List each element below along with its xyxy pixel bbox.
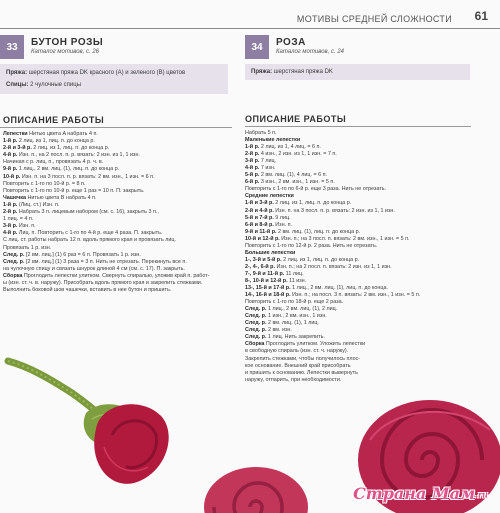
instruction-text: Изн. п.; на 3 посл. п. вязать: 2 вм. изн., 1 изн. = 5 п. bbox=[279, 235, 410, 242]
instruction-line bbox=[245, 250, 471, 257]
instruction-text: Изн. п. на 3 посл. п. р. вязать: 2 вм. изн., 1 изн. = 6 п. bbox=[20, 173, 155, 180]
instruction-text: 7 лиц. bbox=[259, 158, 277, 165]
instruction-label: 5-й и 7-й р. bbox=[245, 214, 274, 221]
instruction-label: 3-й р. bbox=[3, 223, 18, 230]
yarn-label: Пряжа: bbox=[6, 70, 28, 76]
instruction-text: 1 лиц., 2 вм. лиц. (1), лиц. п. до конца. bbox=[290, 285, 388, 292]
instruction-line bbox=[245, 370, 471, 377]
instruction-line bbox=[3, 131, 231, 138]
instruction-line bbox=[3, 259, 231, 266]
instruction-text: 4 изн., 2 изн. из 1, 1 изн. = 7 п. bbox=[259, 151, 337, 158]
instruction-line bbox=[245, 299, 471, 306]
instruction-label: 10-й р. bbox=[3, 173, 21, 180]
small-rose-photo bbox=[198, 462, 313, 513]
instruction-line bbox=[245, 271, 471, 278]
instruction-label: Большие лепестки bbox=[245, 249, 296, 256]
instruction-line bbox=[245, 356, 471, 363]
instruction-line bbox=[245, 179, 471, 186]
materials-box bbox=[245, 64, 470, 80]
instruction-line bbox=[245, 278, 471, 285]
instruction-line bbox=[3, 209, 231, 216]
instruction-label: 2-й р. bbox=[245, 151, 260, 158]
instruction-text: кое основание. Внешний край присобрать bbox=[245, 362, 351, 369]
instruction-line bbox=[245, 208, 471, 215]
instruction-text: 2 лиц. из 1, лиц. п. до конца р. bbox=[281, 256, 360, 263]
pattern-number-badge: 33 bbox=[0, 35, 24, 59]
yarn-text: шерстяная пряжа DK bbox=[273, 69, 333, 75]
instruction-text: Изн. п., на 2 посл. п. р. вязать: 2 изн. из 1, 1 изн. bbox=[17, 152, 140, 159]
instruction-text: Лиц. п. Повторить с 1-го по 4-й р. еще 4 раза. П. закрыть. bbox=[17, 230, 163, 237]
instruction-text: Выполнить боковой шов чашечки, вставить в нее бутон и пришить. bbox=[3, 287, 172, 294]
instruction-label: 9-й р. bbox=[3, 166, 18, 173]
instruction-line bbox=[245, 348, 471, 355]
instruction-label: Маленькие лепестки bbox=[245, 137, 301, 144]
instruction-text: Повторить с 1-го по 10-й р. = 8 п. bbox=[3, 180, 86, 187]
instruction-line bbox=[245, 313, 471, 320]
instruction-label: 4-й р. bbox=[3, 152, 18, 159]
instruction-label: 4-й р. bbox=[245, 165, 260, 172]
instruction-text: Повторить с 1-го по 12-й р. 2 раза. Нить не отрезать. bbox=[245, 242, 378, 249]
instruction-label: 1-й р. bbox=[245, 144, 260, 151]
instruction-text: ы (изн. ст. ч. в. наружу). Присобрать вдоль прямого края и закрепить стежками. bbox=[3, 279, 203, 286]
instruction-text: наружу, отпарить, при необходимости. bbox=[245, 376, 342, 383]
instruction-line bbox=[245, 172, 471, 179]
instruction-line bbox=[3, 273, 231, 280]
instruction-label: След. р. bbox=[3, 251, 25, 258]
instruction-line bbox=[3, 230, 231, 237]
instruction-line bbox=[3, 216, 231, 223]
instruction-line bbox=[3, 195, 231, 202]
instruction-text: 2 вм. лиц. (1), лиц. п. до конца р. bbox=[276, 228, 361, 235]
instruction-text: 9 лиц. bbox=[273, 214, 291, 221]
instruction-text: 2 вм. изн. bbox=[266, 327, 292, 334]
watermark-text: Страна Мам bbox=[353, 484, 476, 503]
rose-body bbox=[204, 467, 308, 513]
instruction-line bbox=[3, 287, 231, 294]
instruction-label: 1-й и 3-й р. bbox=[245, 200, 274, 207]
instruction-line bbox=[3, 223, 231, 230]
instruction-text: 2 лиц. из 1, 4 лиц. = 6 п. bbox=[259, 144, 321, 151]
instruction-text: 2 лиц. из 1, лиц. п. до конца р. bbox=[31, 145, 110, 152]
site-watermark bbox=[353, 484, 488, 503]
instruction-label: 2-й и 3-й р. bbox=[3, 145, 32, 152]
instruction-line bbox=[245, 200, 471, 207]
instructions-list bbox=[245, 130, 471, 384]
instruction-text: Проглодить улитком. Уложить лепестки bbox=[264, 341, 366, 348]
instruction-text: Начиная с р. лиц. п., провязать 4 р. ч. в. bbox=[3, 159, 104, 166]
instruction-label: 8-, 10-й и 12-й р. bbox=[245, 277, 288, 284]
instruction-line bbox=[245, 229, 471, 236]
instructions-list bbox=[3, 131, 231, 294]
instruction-line bbox=[3, 166, 231, 173]
instruction-label: След. р. bbox=[245, 334, 267, 341]
instruction-line bbox=[3, 145, 231, 152]
instruction-text: в свободную спираль (изн. ст. ч. наружу). bbox=[245, 348, 349, 355]
instruction-text: 11 лиц. bbox=[284, 270, 304, 277]
instruction-text: 7 изн. bbox=[259, 165, 276, 172]
instruction-line bbox=[245, 186, 471, 193]
instruction-line bbox=[245, 222, 471, 229]
instruction-text: Проглодить лепестки улитком. Свернуть спиралью, уложив край п. работ- bbox=[22, 272, 210, 279]
instruction-line bbox=[245, 257, 471, 264]
catalog-reference: Каталог мотивов, с. 24 bbox=[276, 49, 345, 55]
instruction-line bbox=[3, 252, 231, 259]
instruction-label: Лепестки bbox=[3, 131, 28, 137]
instruction-line bbox=[245, 243, 471, 250]
instruction-label: Чашечка bbox=[3, 194, 26, 201]
yarn-text: шерстяная пряжа DK красного (A) и зеленого (B) цветов bbox=[28, 70, 186, 76]
instruction-text: 2 вм. лиц. (1), 4 лиц. = 6 п. bbox=[259, 172, 328, 179]
instruction-text: 1 лиц. = 4 п. bbox=[3, 216, 34, 223]
instruction-label: След. р. bbox=[245, 306, 267, 313]
instruction-label: След. р. bbox=[245, 320, 267, 327]
instruction-line bbox=[245, 165, 471, 172]
instruction-line bbox=[245, 144, 471, 151]
instruction-line bbox=[3, 159, 231, 166]
yarn-line bbox=[251, 69, 333, 75]
instruction-label: 14-, 16-й и 18-й р. bbox=[245, 292, 291, 299]
instruction-line bbox=[245, 334, 471, 341]
instruction-line bbox=[245, 130, 471, 137]
instruction-label: Сборка bbox=[245, 341, 265, 348]
instruction-line bbox=[3, 280, 231, 287]
instruction-line bbox=[245, 193, 471, 200]
instruction-line bbox=[3, 266, 231, 273]
instruction-label: 1-й р. bbox=[3, 201, 18, 208]
instruction-line bbox=[3, 202, 231, 209]
instruction-line bbox=[3, 237, 231, 244]
yarn-label: Пряжа: bbox=[251, 69, 273, 75]
instruction-label: 13-, 15-й и 17-й р. bbox=[245, 285, 291, 292]
instruction-text: 11 изн. bbox=[287, 277, 307, 284]
instruction-label: 1-й р. bbox=[3, 138, 18, 145]
materials-box bbox=[0, 64, 228, 94]
instruction-line bbox=[245, 215, 471, 222]
instruction-text: Изн. п. bbox=[273, 221, 293, 228]
instruction-label: 4-й р. bbox=[3, 230, 18, 237]
instruction-label: След. р. bbox=[3, 258, 25, 265]
instruction-label: 7-, 9-й и 11-й р. bbox=[245, 270, 285, 277]
instruction-text: С лиц. ст. работы набрать 12 п. вдоль прямого края и провязать лиц. bbox=[3, 237, 177, 244]
instruction-text: (Лиц. ст.) Изн. п. bbox=[17, 201, 60, 208]
instruction-line bbox=[245, 236, 471, 243]
instruction-text: Провязать 1 р. изн. bbox=[3, 244, 52, 251]
instruction-line bbox=[245, 363, 471, 370]
instruction-text: 2 лиц. из 1, лиц. п. до конца р. bbox=[17, 138, 95, 145]
instruction-text: Повторить с 1-го по 18-й р. еще 2 раза. bbox=[245, 299, 344, 306]
instruction-text: Изн. п. bbox=[17, 223, 36, 230]
instruction-line bbox=[245, 137, 471, 144]
instruction-text: 1 лиц. Нить закрепить. bbox=[266, 334, 325, 341]
instruction-text: Изн. п.; на 2 посл. п. вязать: 2 изн. из 1, 1 изн. bbox=[274, 263, 392, 270]
instruction-text: 2 вм. лиц. (1), 1 лиц. bbox=[266, 320, 320, 327]
instruction-text: 3 изн., 2 вм. изн., 1 изн. = 5 п. bbox=[259, 179, 335, 186]
instruction-text: 2 лиц. из 1, лиц. п. до конца р. bbox=[273, 200, 352, 207]
description-heading: ОПИСАНИЕ РАБОТЫ bbox=[3, 115, 105, 125]
instruction-label: 3-й р. bbox=[245, 158, 260, 165]
instruction-line bbox=[245, 285, 471, 292]
instruction-label: След. р. bbox=[245, 313, 267, 320]
pattern-number-badge: 34 bbox=[245, 35, 269, 59]
instruction-line bbox=[3, 245, 231, 252]
catalog-reference: Каталог мотивов, с. 26 bbox=[31, 49, 100, 55]
watermark-suffix: .ru bbox=[475, 489, 488, 500]
instruction-line bbox=[245, 151, 471, 158]
instruction-text: Повторить с 1-го по 6-й р. еще 3 раза. Нить не отрезать. bbox=[245, 186, 387, 193]
instruction-label: 6-й р. bbox=[245, 179, 260, 186]
instruction-line bbox=[245, 341, 471, 348]
instruction-line bbox=[245, 320, 471, 327]
instruction-line bbox=[245, 327, 471, 334]
instruction-text: Изн. п.; на посл. 3 п. вязать: 2 вм. изн., 1 изн. = 5 п. bbox=[290, 292, 421, 299]
instruction-label: 2-й и 4-й р. bbox=[245, 207, 274, 214]
pattern-title: БУТОН РОЗЫ bbox=[31, 37, 104, 48]
instruction-text: на чулочную спицу и связать шнурок длиной 4 см (см. с. 17). П. закрыть. bbox=[3, 265, 185, 272]
instruction-line bbox=[245, 264, 471, 271]
instruction-label: 9-й и 11-й р. bbox=[245, 228, 277, 235]
description-divider bbox=[0, 127, 232, 128]
instruction-text: [2 вм. лиц.] (1) 3 раза = 3 п. Нить не отрезать. Перекинуть все п. bbox=[24, 258, 187, 265]
instruction-line bbox=[3, 174, 231, 181]
page-number: 61 bbox=[474, 9, 488, 23]
instruction-text: Нитью цвета B набрать 4 п. bbox=[25, 194, 97, 201]
instruction-line bbox=[3, 152, 231, 159]
description-divider bbox=[245, 126, 471, 127]
instruction-label: След. р. bbox=[245, 327, 267, 334]
instruction-text: Изн. п. на 3 посл. п. р. вязать: 2 изн. из 1, 1 изн. bbox=[273, 207, 395, 214]
instruction-line bbox=[3, 188, 231, 195]
description-heading: ОПИСАНИЕ РАБОТЫ bbox=[245, 114, 347, 124]
instruction-text: 1 лиц., 2 вм. лиц. (1), лиц. п. до конца р. bbox=[17, 166, 120, 173]
instruction-text: 1 изн., 2 вм. изн., 1 изн. bbox=[266, 313, 327, 320]
needles-label: Спицы: bbox=[6, 82, 29, 88]
instruction-text: Нитью цвета A набрать 4 п. bbox=[27, 131, 98, 137]
instruction-text: Набрать 5 п. bbox=[245, 130, 277, 136]
rose-bud-photo bbox=[0, 355, 175, 513]
instruction-line bbox=[245, 306, 471, 313]
instruction-text: Набрать 3 п. лицевым набором (см. с. 16), закрыть 3 п., bbox=[17, 209, 159, 216]
instruction-label: 6-й и 8-й р. bbox=[245, 221, 274, 228]
instruction-label: 2-, 4-, 6-й р. bbox=[245, 263, 275, 270]
instruction-line bbox=[3, 138, 231, 145]
instruction-text: [2 вм. лиц.] (1) 6 раз = 6 п. Провязать 1 р. изн. bbox=[24, 251, 141, 258]
pattern-title: РОЗА bbox=[276, 37, 306, 48]
instruction-text: 1 лиц., 2 вм. лиц. (1), 2 лиц. bbox=[266, 306, 338, 313]
instruction-text: Повторить с 1-го по 10-й р. еще 1 раз = 10 п. П. закрыть. bbox=[3, 187, 145, 194]
instruction-label: 1-, 3-й и 5-й р. bbox=[245, 256, 282, 263]
needles-text: 2 чулочные спицы bbox=[30, 82, 82, 88]
instruction-text: и пришить к основанию. Лепестки вывернуть bbox=[245, 369, 358, 376]
section-title: МОТИВЫ СРЕДНЕЙ СЛОЖНОСТИ bbox=[296, 14, 452, 24]
instruction-label: 2-й р. bbox=[3, 209, 18, 216]
instruction-label: Сборка bbox=[3, 272, 23, 279]
instruction-label: 10-й и 12-й р. bbox=[245, 235, 280, 242]
yarn-line bbox=[6, 70, 185, 76]
header-divider bbox=[0, 28, 500, 29]
instruction-line bbox=[245, 292, 471, 299]
instruction-label: 5-й р. bbox=[245, 172, 260, 179]
instruction-line bbox=[245, 158, 471, 165]
instruction-line bbox=[3, 181, 231, 188]
instruction-label: Средние лепестки bbox=[245, 193, 294, 200]
instruction-text: Закрепить стежками, чтобы получилось плос- bbox=[245, 355, 361, 362]
needles-line bbox=[6, 82, 81, 88]
